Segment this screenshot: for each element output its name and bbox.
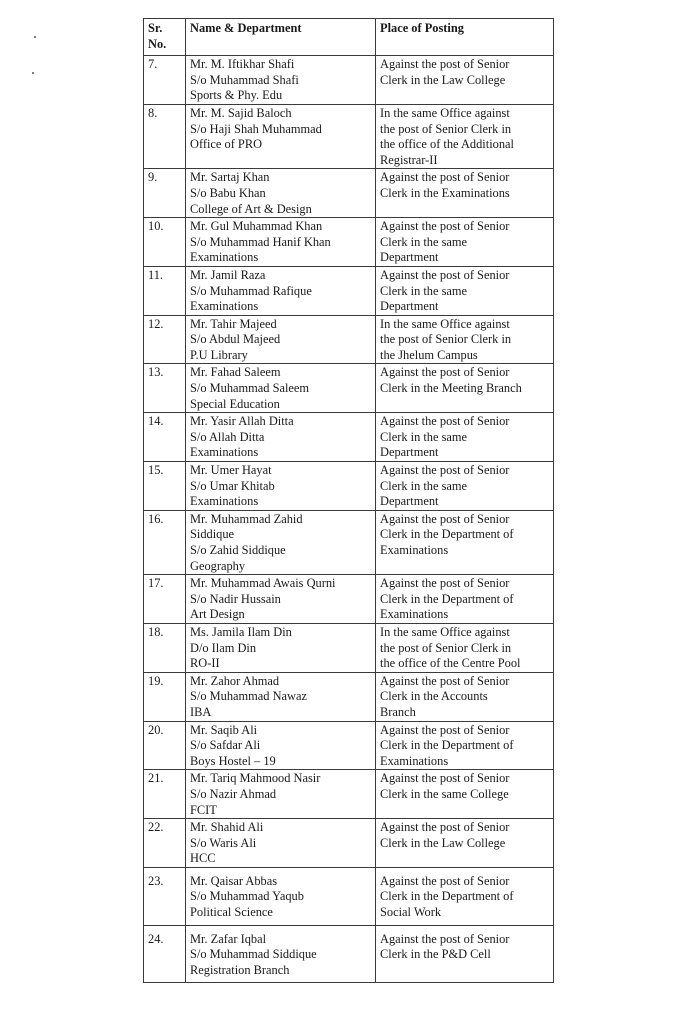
place-of-posting-line: Clerk in the Meeting Branch bbox=[380, 381, 522, 396]
name-department-cell bbox=[186, 721, 376, 770]
name-department-line: Examinations bbox=[190, 250, 259, 265]
name-department-line: Art Design bbox=[190, 607, 245, 622]
place-of-posting-cell bbox=[376, 56, 554, 105]
name-department-line: Registration Branch bbox=[190, 962, 290, 977]
serial-number-cell: 10. bbox=[144, 218, 186, 267]
serial-number-cell: 8. bbox=[144, 104, 186, 168]
name-department-line: S/o Muhammad Hanif Khan bbox=[190, 234, 331, 249]
name-department-cell bbox=[186, 867, 376, 925]
serial-number-cell: 13. bbox=[144, 364, 186, 413]
place-of-posting-line: Against the post of Senior bbox=[380, 463, 510, 478]
name-department-cell bbox=[186, 623, 376, 672]
table-row bbox=[144, 925, 554, 983]
name-department-line: S/o Nadir Hussain bbox=[190, 591, 281, 606]
header-name-department: Name & Department bbox=[186, 19, 376, 56]
posting-table bbox=[143, 18, 554, 983]
table-row bbox=[144, 623, 554, 672]
place-of-posting-cell bbox=[376, 104, 554, 168]
serial-number-cell: 24. bbox=[144, 925, 186, 983]
table-row bbox=[144, 462, 554, 511]
table-row bbox=[144, 819, 554, 868]
name-department-line: Mr. Gul Muhammad Khan bbox=[190, 219, 323, 234]
place-of-posting-cell bbox=[376, 770, 554, 819]
header-sr-no: Sr. No. bbox=[144, 19, 186, 56]
place-of-posting-line: Against the post of Senior bbox=[380, 722, 510, 737]
place-of-posting-cell bbox=[376, 925, 554, 983]
name-department-line: FCIT bbox=[190, 802, 217, 817]
name-department-line: Mr. Shahid Ali bbox=[190, 820, 264, 835]
place-of-posting-line: Against the post of Senior bbox=[380, 267, 510, 282]
name-department-line: Mr. Zahor Ahmad bbox=[190, 673, 280, 688]
name-department-line: S/o Muhammad Saleem bbox=[190, 381, 310, 396]
name-department-line: Siddique bbox=[190, 527, 235, 542]
place-of-posting-line: In the same Office against bbox=[380, 624, 510, 639]
table-row bbox=[144, 672, 554, 721]
name-department-line: HCC bbox=[190, 851, 216, 866]
place-of-posting-line: Clerk in the same bbox=[380, 234, 468, 249]
name-department-cell bbox=[186, 462, 376, 511]
place-of-posting-line: the post of Senior Clerk in bbox=[380, 121, 512, 136]
name-department-line: Examinations bbox=[190, 299, 259, 314]
table-row bbox=[144, 315, 554, 364]
serial-number-cell: 9. bbox=[144, 169, 186, 218]
place-of-posting-line: Clerk in the P&D Cell bbox=[380, 947, 491, 962]
name-department-cell bbox=[186, 819, 376, 868]
header-row bbox=[144, 19, 554, 56]
place-of-posting-line: Department bbox=[380, 445, 439, 460]
table-row bbox=[144, 867, 554, 925]
name-department-line: P.U Library bbox=[190, 347, 248, 362]
serial-number-cell: 18. bbox=[144, 623, 186, 672]
place-of-posting-line: Department bbox=[380, 299, 439, 314]
table-row bbox=[144, 104, 554, 168]
name-department-line: Mr. M. Sajid Baloch bbox=[190, 105, 292, 120]
name-department-cell bbox=[186, 315, 376, 364]
place-of-posting-line: Against the post of Senior bbox=[380, 57, 510, 72]
serial-number-cell: 19. bbox=[144, 672, 186, 721]
place-of-posting-cell bbox=[376, 721, 554, 770]
table-row bbox=[144, 510, 554, 574]
name-department-line: Mr. Zafar Iqbal bbox=[190, 931, 267, 946]
serial-number-cell: 7. bbox=[144, 56, 186, 105]
place-of-posting-line: Against the post of Senior bbox=[380, 576, 510, 591]
name-department-cell bbox=[186, 925, 376, 983]
table-row bbox=[144, 266, 554, 315]
name-department-cell bbox=[186, 510, 376, 574]
place-of-posting-line: Against the post of Senior bbox=[380, 820, 510, 835]
name-department-cell bbox=[186, 413, 376, 462]
place-of-posting-line: Against the post of Senior bbox=[380, 931, 510, 946]
posting-table-body bbox=[144, 56, 554, 983]
place-of-posting-cell bbox=[376, 462, 554, 511]
place-of-posting-line: Clerk in the Department of bbox=[380, 738, 514, 753]
name-department-line: Mr. Fahad Saleem bbox=[190, 365, 281, 380]
scan-speck bbox=[32, 72, 34, 74]
name-department-line: Mr. Yasir Allah Ditta bbox=[190, 414, 294, 429]
name-department-line: Examinations bbox=[190, 445, 259, 460]
place-of-posting-line: Clerk in the same bbox=[380, 478, 468, 493]
name-department-line: Mr. Jamil Raza bbox=[190, 267, 266, 282]
name-department-line: S/o Haji Shah Muhammad bbox=[190, 121, 322, 136]
name-department-line: S/o Muhammad Shafi bbox=[190, 72, 299, 87]
table-row bbox=[144, 575, 554, 624]
place-of-posting-cell bbox=[376, 315, 554, 364]
name-department-line: S/o Babu Khan bbox=[190, 185, 266, 200]
name-department-line: RO-II bbox=[190, 656, 220, 671]
place-of-posting-line: the post of Senior Clerk in bbox=[380, 332, 512, 347]
place-of-posting-line: Against the post of Senior bbox=[380, 873, 510, 888]
place-of-posting-line: Examinations bbox=[380, 607, 449, 622]
place-of-posting-line: Branch bbox=[380, 704, 416, 719]
table-row bbox=[144, 218, 554, 267]
name-department-line: S/o Safdar Ali bbox=[190, 738, 261, 753]
serial-number-cell: 23. bbox=[144, 867, 186, 925]
name-department-line: S/o Umar Khitab bbox=[190, 478, 275, 493]
place-of-posting-line: the post of Senior Clerk in bbox=[380, 640, 512, 655]
place-of-posting-line: Clerk in the Department of bbox=[380, 591, 514, 606]
place-of-posting-cell bbox=[376, 413, 554, 462]
name-department-cell bbox=[186, 364, 376, 413]
place-of-posting-line: Against the post of Senior bbox=[380, 219, 510, 234]
place-of-posting-line: Clerk in the same bbox=[380, 429, 468, 444]
place-of-posting-line: Against the post of Senior bbox=[380, 365, 510, 380]
name-department-line: S/o Waris Ali bbox=[190, 835, 257, 850]
place-of-posting-line: Clerk in the Accounts bbox=[380, 689, 488, 704]
place-of-posting-line: Social Work bbox=[380, 905, 442, 920]
place-of-posting-cell bbox=[376, 575, 554, 624]
place-of-posting-line: Department bbox=[380, 250, 439, 265]
name-department-line: Geography bbox=[190, 558, 246, 573]
name-department-cell bbox=[186, 672, 376, 721]
name-department-line: S/o Muhammad Siddique bbox=[190, 947, 317, 962]
place-of-posting-line: Clerk in the Department of bbox=[380, 889, 514, 904]
serial-number-cell: 14. bbox=[144, 413, 186, 462]
place-of-posting-cell bbox=[376, 364, 554, 413]
name-department-line: S/o Nazir Ahmad bbox=[190, 786, 277, 801]
name-department-line: Office of PRO bbox=[190, 137, 263, 152]
name-department-line: D/o Ilam Din bbox=[190, 640, 257, 655]
name-department-cell bbox=[186, 770, 376, 819]
place-of-posting-line: the Jhelum Campus bbox=[380, 347, 478, 362]
name-department-line: Political Science bbox=[190, 905, 273, 920]
place-of-posting-cell bbox=[376, 266, 554, 315]
serial-number-cell: 20. bbox=[144, 721, 186, 770]
name-department-cell bbox=[186, 56, 376, 105]
name-department-line: Mr. Muhammad Zahid bbox=[190, 511, 303, 526]
place-of-posting-line: In the same Office against bbox=[380, 105, 510, 120]
name-department-cell bbox=[186, 218, 376, 267]
place-of-posting-line: Examinations bbox=[380, 753, 449, 768]
name-department-line: Examinations bbox=[190, 494, 259, 509]
name-department-line: Mr. M. Iftikhar Shafi bbox=[190, 57, 295, 72]
name-department-line: Special Education bbox=[190, 396, 280, 411]
name-department-line: S/o Muhammad Nawaz bbox=[190, 689, 307, 704]
place-of-posting-line: Registrar-II bbox=[380, 152, 438, 167]
place-of-posting-cell bbox=[376, 672, 554, 721]
name-department-line: Mr. Qaisar Abbas bbox=[190, 873, 278, 888]
place-of-posting-cell bbox=[376, 510, 554, 574]
place-of-posting-cell bbox=[376, 867, 554, 925]
place-of-posting-cell bbox=[376, 623, 554, 672]
name-department-line: Mr. Umer Hayat bbox=[190, 463, 272, 478]
name-department-line: S/o Muhammad Yaqub bbox=[190, 889, 304, 904]
name-department-cell bbox=[186, 169, 376, 218]
place-of-posting-line: Against the post of Senior bbox=[380, 511, 510, 526]
serial-number-cell: 21. bbox=[144, 770, 186, 819]
place-of-posting-line: In the same Office against bbox=[380, 316, 510, 331]
serial-number-cell: 15. bbox=[144, 462, 186, 511]
place-of-posting-line: Department bbox=[380, 494, 439, 509]
table-row bbox=[144, 770, 554, 819]
name-department-cell bbox=[186, 104, 376, 168]
name-department-line: Sports & Phy. Edu bbox=[190, 88, 283, 103]
table-row bbox=[144, 56, 554, 105]
serial-number-cell: 12. bbox=[144, 315, 186, 364]
name-department-line: Mr. Sartaj Khan bbox=[190, 170, 270, 185]
place-of-posting-line: Clerk in the same College bbox=[380, 786, 509, 801]
place-of-posting-line: Clerk in the Examinations bbox=[380, 185, 510, 200]
place-of-posting-line: the office of the Additional bbox=[380, 137, 514, 152]
place-of-posting-line: Examinations bbox=[380, 543, 449, 557]
name-department-cell bbox=[186, 266, 376, 315]
place-of-posting-line: Clerk in the same bbox=[380, 283, 468, 298]
place-of-posting-cell bbox=[376, 169, 554, 218]
place-of-posting-line: Against the post of Senior bbox=[380, 771, 510, 786]
name-department-line: IBA bbox=[190, 704, 212, 719]
table-row bbox=[144, 721, 554, 770]
place-of-posting-cell bbox=[376, 218, 554, 267]
place-of-posting-line: Clerk in the Law College bbox=[380, 835, 506, 850]
table-row bbox=[144, 169, 554, 218]
place-of-posting-line: the office of the Centre Pool bbox=[380, 656, 521, 671]
place-of-posting-line: Against the post of Senior bbox=[380, 170, 510, 185]
name-department-line: Mr. Tariq Mahmood Nasir bbox=[190, 771, 321, 786]
table-row bbox=[144, 364, 554, 413]
place-of-posting-line: Against the post of Senior bbox=[380, 414, 510, 429]
posting-table-header bbox=[144, 19, 554, 56]
place-of-posting-line: Clerk in the Law College bbox=[380, 72, 506, 87]
name-department-line: Boys Hostel – 19 bbox=[190, 753, 276, 768]
serial-number-cell: 16. bbox=[144, 510, 186, 574]
name-department-line: S/o Muhammad Rafique bbox=[190, 283, 312, 298]
header-place-of-posting: Place of Posting bbox=[376, 19, 554, 56]
serial-number-cell: 22. bbox=[144, 819, 186, 868]
name-department-line: Mr. Tahir Majeed bbox=[190, 316, 277, 331]
place-of-posting-line: Clerk in the Department of bbox=[380, 527, 514, 542]
table-row bbox=[144, 413, 554, 462]
name-department-line: College of Art & Design bbox=[190, 201, 312, 216]
name-department-line: S/o Zahid Siddique bbox=[190, 543, 286, 557]
place-of-posting-line: Against the post of Senior bbox=[380, 673, 510, 688]
name-department-line: Mr. Muhammad Awais Qurni bbox=[190, 576, 336, 591]
place-of-posting-cell bbox=[376, 819, 554, 868]
scan-speck bbox=[34, 36, 36, 38]
name-department-line: S/o Abdul Majeed bbox=[190, 332, 281, 347]
serial-number-cell: 11. bbox=[144, 266, 186, 315]
name-department-line: S/o Allah Ditta bbox=[190, 429, 265, 444]
name-department-line: Mr. Saqib Ali bbox=[190, 722, 258, 737]
name-department-line: Ms. Jamila Ilam Din bbox=[190, 624, 292, 639]
serial-number-cell: 17. bbox=[144, 575, 186, 624]
name-department-cell bbox=[186, 575, 376, 624]
